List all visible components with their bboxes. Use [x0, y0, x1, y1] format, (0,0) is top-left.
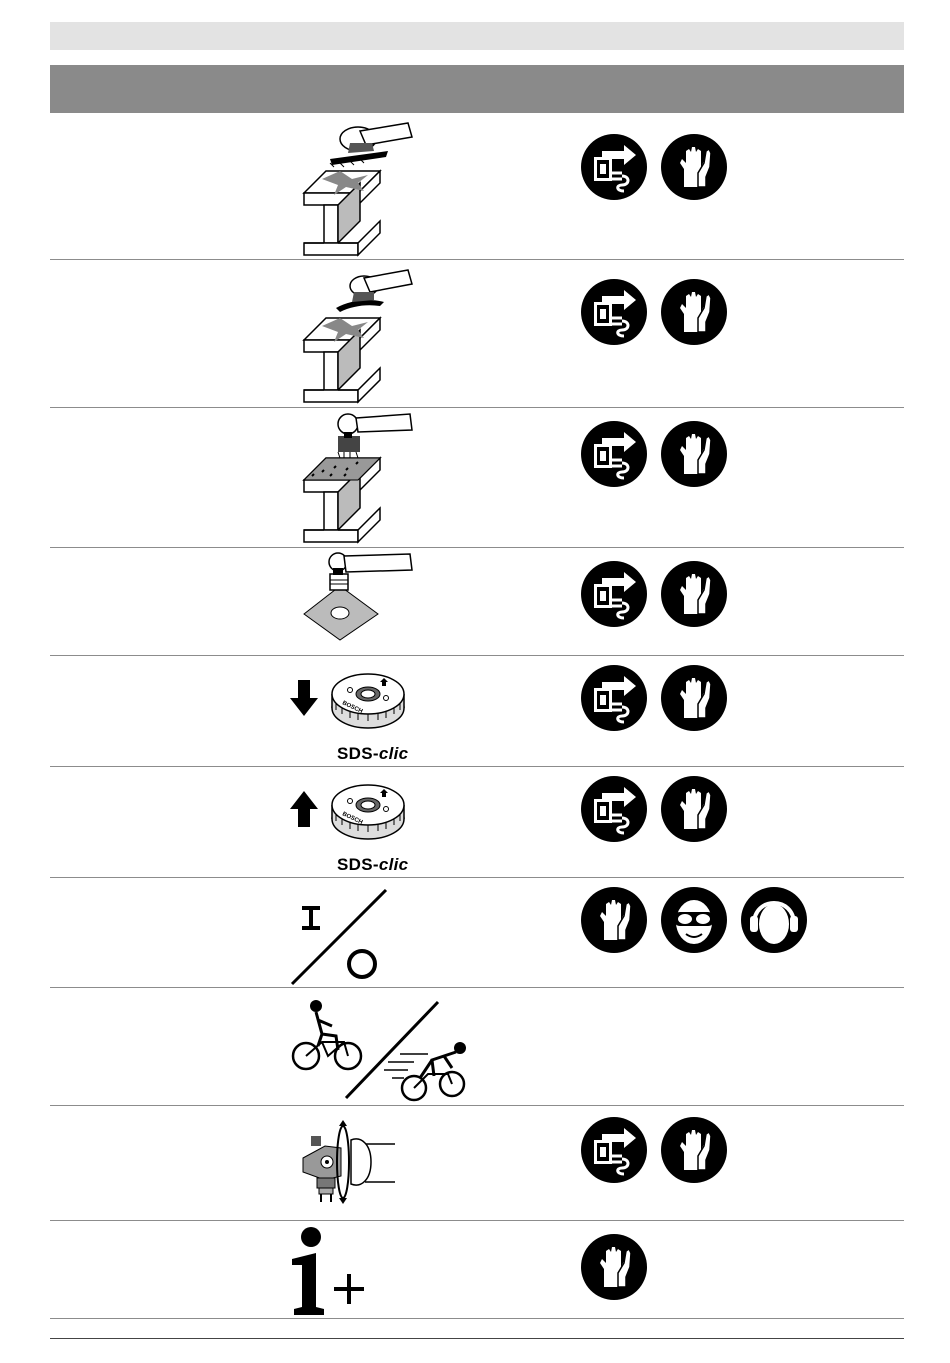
gloves-icon [660, 278, 728, 346]
cycling-speed-icon [288, 994, 478, 1104]
unplug-icon [580, 420, 648, 488]
table-header-band [50, 65, 904, 113]
table-row [50, 767, 904, 878]
gloves-icon [660, 1116, 728, 1184]
gloves-icon [660, 664, 728, 732]
gloves-icon [580, 886, 648, 954]
on-off-switch-icon [288, 886, 398, 986]
table-row [50, 988, 904, 1106]
unplug-icon [580, 278, 648, 346]
sanding-pad-on-sheet-icon [300, 550, 420, 650]
table-row [50, 878, 904, 988]
unplug-icon [580, 133, 648, 201]
gloves-icon [580, 1233, 648, 1301]
bottom-rule [50, 1338, 904, 1339]
grinding-disc-on-steel-beam-icon [300, 117, 420, 257]
gloves-icon [660, 420, 728, 488]
unplug-icon [580, 560, 648, 628]
unplug-icon [580, 775, 648, 843]
gloves-icon [660, 560, 728, 628]
unplug-icon [580, 664, 648, 732]
cutting-disc-on-steel-beam-icon [300, 264, 420, 404]
ear-protection-icon [740, 886, 808, 954]
accessories-info-icon [288, 1225, 378, 1319]
table-row [50, 656, 904, 767]
unplug-icon [580, 1116, 648, 1184]
table-row [50, 1106, 904, 1221]
gloves-icon [660, 775, 728, 843]
table-row [50, 113, 904, 260]
table-row [50, 548, 904, 656]
safety-goggles-icon [660, 886, 728, 954]
sds-clic-nut-mount-icon [290, 664, 430, 744]
wire-cup-brush-on-steel-beam-icon [300, 410, 420, 544]
gear-head-rotate-icon [295, 1114, 405, 1214]
sds-clic-label: SDS-clic [337, 855, 409, 874]
table-row [50, 1221, 904, 1319]
gloves-icon [660, 133, 728, 201]
table-row [50, 260, 904, 408]
top-band [50, 22, 904, 50]
table-row [50, 408, 904, 548]
sds-clic-nut-remove-icon [290, 775, 430, 855]
sds-clic-label: SDS-clic [337, 744, 409, 763]
